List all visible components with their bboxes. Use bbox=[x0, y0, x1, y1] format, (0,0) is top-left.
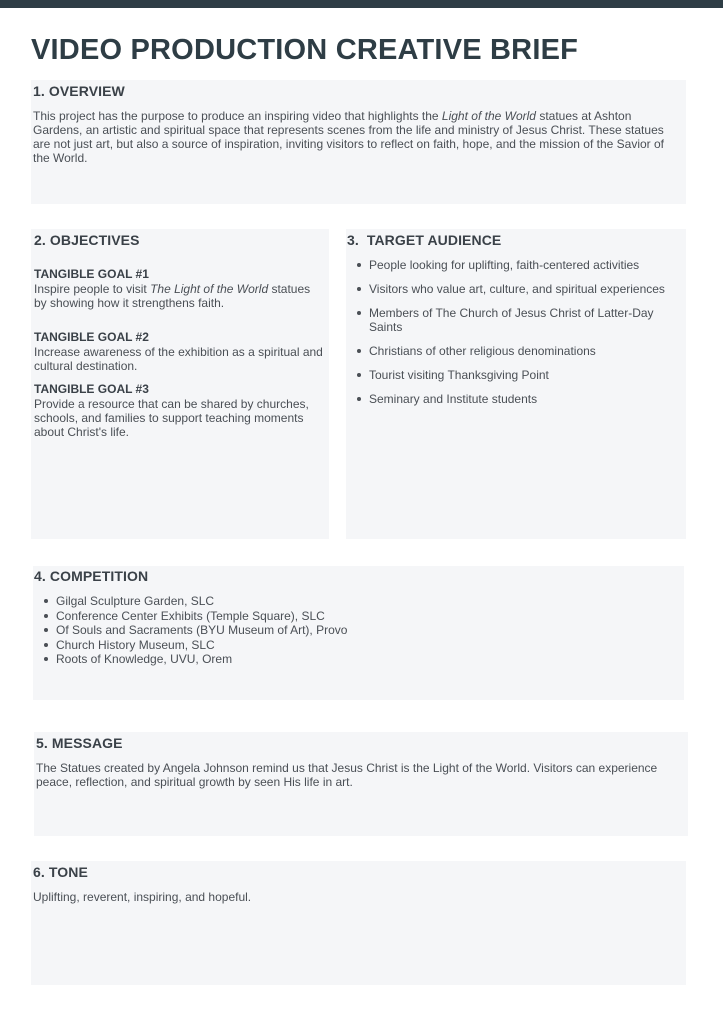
list-item: Church History Museum, SLC bbox=[44, 638, 644, 652]
tone-section bbox=[31, 861, 686, 985]
goal-1-text-start: Inspire people to visit bbox=[34, 282, 151, 296]
goal-2-text: Increase awareness of the exhibition as a spiritual and cultural destination. bbox=[34, 345, 323, 373]
list-item: Visitors who value art, culture, and spiritual experiences bbox=[357, 282, 684, 296]
goal-3-label: TANGIBLE GOAL #3 bbox=[34, 382, 149, 396]
audience-heading: 3. TARGET AUDIENCE bbox=[347, 232, 502, 248]
goal-2-label: TANGIBLE GOAL #2 bbox=[34, 330, 149, 344]
list-item: Gilgal Sculpture Garden, SLC bbox=[44, 594, 644, 608]
tone-heading: 6. TONE bbox=[33, 864, 88, 880]
audience-list bbox=[357, 258, 684, 416]
message-text: The Statues created by Angela Johnson remind us that Jesus Christ is the Light of the World. Visitors can experience peace, reflection, and spiritual growth by seen His life in art. bbox=[36, 761, 658, 789]
top-bar bbox=[0, 0, 723, 8]
list-item: People looking for uplifting, faith-centered activities bbox=[357, 258, 684, 272]
list-item: Members of The Church of Jesus Christ of Latter-Day Saints bbox=[357, 306, 684, 334]
goal-3-text: Provide a resource that can be shared by churches, schools, and families to support teaching moments about Christ's life. bbox=[34, 397, 309, 439]
goal-1-text-italic: The Light of the World bbox=[150, 282, 269, 296]
list-item: Roots of Knowledge, UVU, Orem bbox=[44, 652, 644, 666]
overview-text-italic: Light of the World bbox=[441, 109, 536, 123]
list-item: Tourist visiting Thanksgiving Point bbox=[357, 368, 684, 382]
list-item: Conference Center Exhibits (Temple Square), SLC bbox=[44, 609, 644, 623]
tone-text: Uplifting, reverent, inspiring, and hopeful. bbox=[33, 890, 252, 904]
list-item: Christians of other religious denominations bbox=[357, 344, 684, 358]
competition-heading: 4. COMPETITION bbox=[34, 568, 149, 584]
goal-1-text bbox=[34, 282, 326, 310]
overview-text-start: This project has the purpose to produce an inspiring video that highlights the bbox=[33, 109, 442, 123]
list-item: Seminary and Institute students bbox=[357, 392, 684, 406]
page-title: VIDEO PRODUCTION CREATIVE BRIEF bbox=[31, 34, 579, 66]
list-item: Of Souls and Sacraments (BYU Museum of Art), Provo bbox=[44, 623, 644, 637]
overview-heading: 1. OVERVIEW bbox=[33, 83, 125, 99]
message-heading: 5. MESSAGE bbox=[36, 735, 123, 751]
overview-text bbox=[33, 109, 683, 165]
competition-list bbox=[44, 594, 644, 667]
goal-1-label: TANGIBLE GOAL #1 bbox=[34, 267, 149, 281]
overview-text-end: statues at Ashton Gardens, an artistic and spiritual space that represents scenes from the life and ministry of Jesus Christ. These statues are not just art, but also a source of inspiration, inviting visitors to reflect on faith, hope, and the mission of the Savior of the World. bbox=[33, 109, 665, 165]
goal-1-text-end: statues by showing how it strengthens faith. bbox=[34, 282, 311, 310]
objectives-heading: 2. OBJECTIVES bbox=[34, 232, 140, 248]
